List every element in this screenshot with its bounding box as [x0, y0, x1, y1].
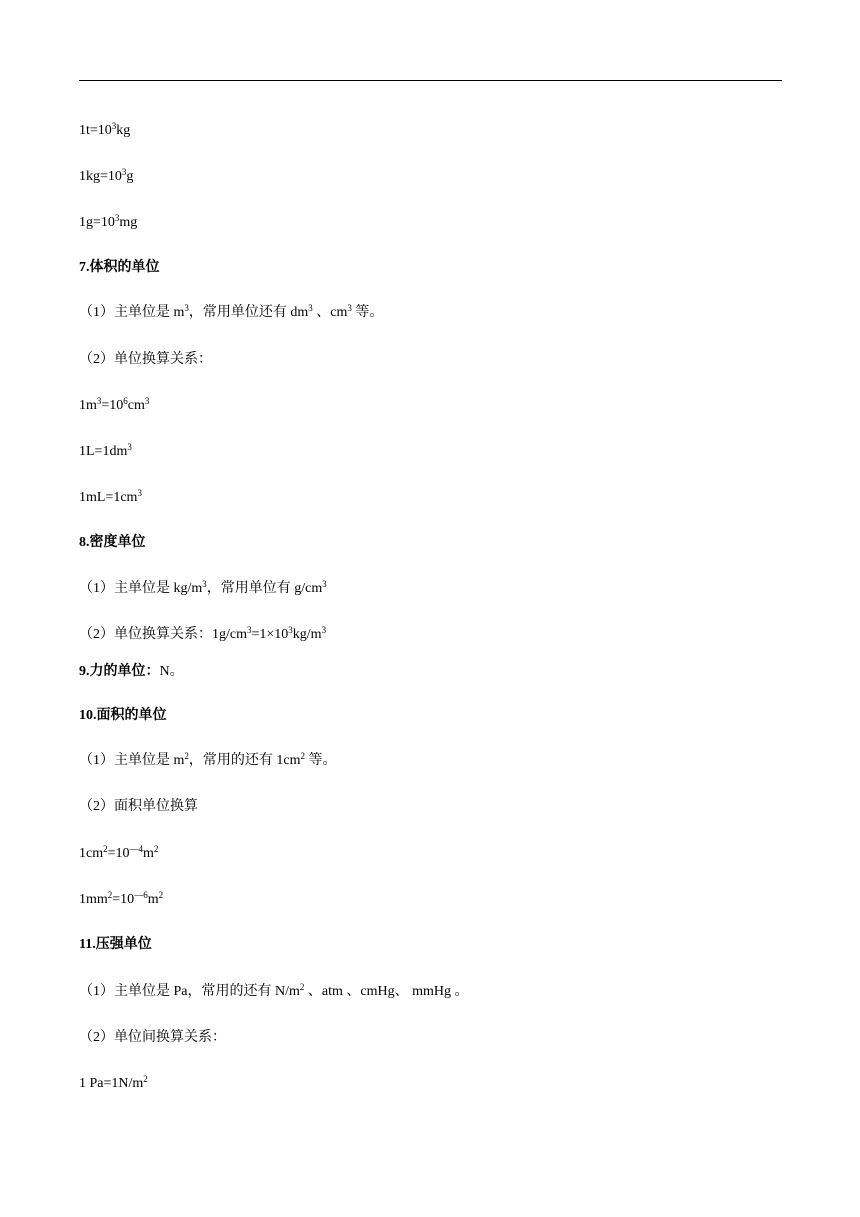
text-run: =10	[101, 398, 124, 413]
doc-line-22	[79, 1075, 148, 1093]
text-run: kg	[116, 123, 131, 138]
superscript: 3	[121, 167, 127, 177]
text-run: （2）单位间换算关系：	[79, 1030, 226, 1045]
doc-line-17	[79, 845, 158, 863]
header-rule	[79, 80, 782, 81]
text-run: 1m	[79, 398, 97, 413]
superscript: 2	[107, 890, 113, 900]
text-run: ，常用的还有 1cm	[188, 753, 301, 768]
text-run: （1）主单位是 m	[79, 305, 185, 320]
text-run: （1）主单位是 m	[79, 753, 185, 768]
superscript: 2	[300, 751, 305, 761]
section-heading-7	[79, 259, 160, 277]
text-run: （2）面积单位换算	[79, 799, 198, 814]
superscript: 3	[288, 625, 293, 635]
superscript: 3	[184, 303, 189, 313]
text-run: 1L=1dm	[79, 444, 128, 459]
text-run: g	[126, 169, 134, 184]
superscript: 2	[158, 890, 164, 900]
text-run: 10.面积的单位	[79, 708, 167, 723]
text-run: 9.力的单位：	[79, 664, 160, 679]
text-run: 等。	[305, 753, 337, 768]
section-heading-8	[79, 534, 146, 552]
text-run: （1）主单位是 Pa，常用的还有 N/m	[79, 984, 300, 999]
text-run: m	[147, 892, 159, 907]
doc-line-20	[79, 983, 469, 1001]
superscript: —6	[134, 890, 148, 900]
doc-line-6	[79, 351, 212, 369]
section-heading-10	[79, 707, 167, 725]
text-run: 1kg=10	[79, 169, 122, 184]
superscript: 3	[144, 396, 150, 406]
doc-line-2	[79, 168, 133, 186]
superscript: 6	[123, 396, 128, 406]
text-run: 7.体积的单位	[79, 260, 160, 275]
section-heading-9	[79, 663, 184, 681]
doc-line-18	[79, 891, 163, 909]
text-run: （2）单位换算关系：	[79, 352, 212, 367]
superscript: 3	[114, 213, 120, 223]
text-run: （2）单位换算关系：1g/cm	[79, 627, 247, 642]
superscript: 3	[127, 442, 132, 452]
text-run: ，常用单位有 g/cm	[206, 581, 323, 596]
superscript: 3	[137, 488, 142, 498]
text-run: 8.密度单位	[79, 535, 146, 550]
text-run: 、atm 、cmHg、 mmHg 。	[304, 984, 469, 999]
doc-line-3	[79, 214, 137, 232]
doc-line-16	[79, 798, 198, 816]
text-run: ，常用单位还有 dm	[188, 305, 309, 320]
doc-line-8	[79, 443, 132, 461]
text-run: mg	[119, 215, 138, 230]
superscript: 3	[347, 303, 352, 313]
superscript: 3	[111, 121, 117, 131]
superscript: 2	[184, 751, 189, 761]
text-run: 1mm	[79, 892, 108, 907]
superscript: 3	[202, 579, 207, 589]
doc-line-7	[79, 397, 149, 415]
text-run: =10	[112, 892, 135, 907]
superscript: 3	[247, 625, 252, 635]
doc-line-21	[79, 1029, 226, 1047]
superscript: 2	[299, 982, 305, 992]
text-run: m	[143, 846, 154, 861]
superscript: 2	[143, 1074, 148, 1084]
doc-line-11	[79, 580, 327, 598]
text-run: =1×10	[251, 627, 289, 642]
text-run: 1g=10	[79, 215, 115, 230]
text-run: N。	[159, 664, 184, 679]
superscript: 3	[308, 303, 313, 313]
superscript: 3	[96, 396, 102, 406]
text-run: （1）主单位是 kg/m	[79, 581, 203, 596]
doc-line-15	[79, 752, 337, 770]
text-run: cm	[127, 398, 145, 413]
doc-line-9	[79, 489, 142, 507]
superscript: 2	[103, 844, 108, 854]
text-run: 、cm	[312, 305, 348, 320]
doc-line-12	[79, 626, 326, 644]
superscript: —4	[129, 844, 144, 854]
text-run: kg/m	[292, 627, 322, 642]
text-run: =10	[107, 846, 130, 861]
doc-line-1	[79, 122, 130, 140]
text-run: 等。	[351, 305, 384, 320]
superscript: 2	[153, 844, 159, 854]
text-run: 1cm	[79, 846, 104, 861]
text-run: 11.压强单位	[79, 937, 152, 952]
text-run: 1 Pa=1N/m	[79, 1076, 144, 1091]
superscript: 3	[321, 625, 327, 635]
doc-line-5	[79, 304, 383, 322]
text-run: 1mL=1cm	[79, 490, 138, 505]
superscript: 3	[322, 579, 327, 589]
section-heading-11	[79, 936, 152, 954]
text-run: 1t=10	[79, 123, 112, 138]
